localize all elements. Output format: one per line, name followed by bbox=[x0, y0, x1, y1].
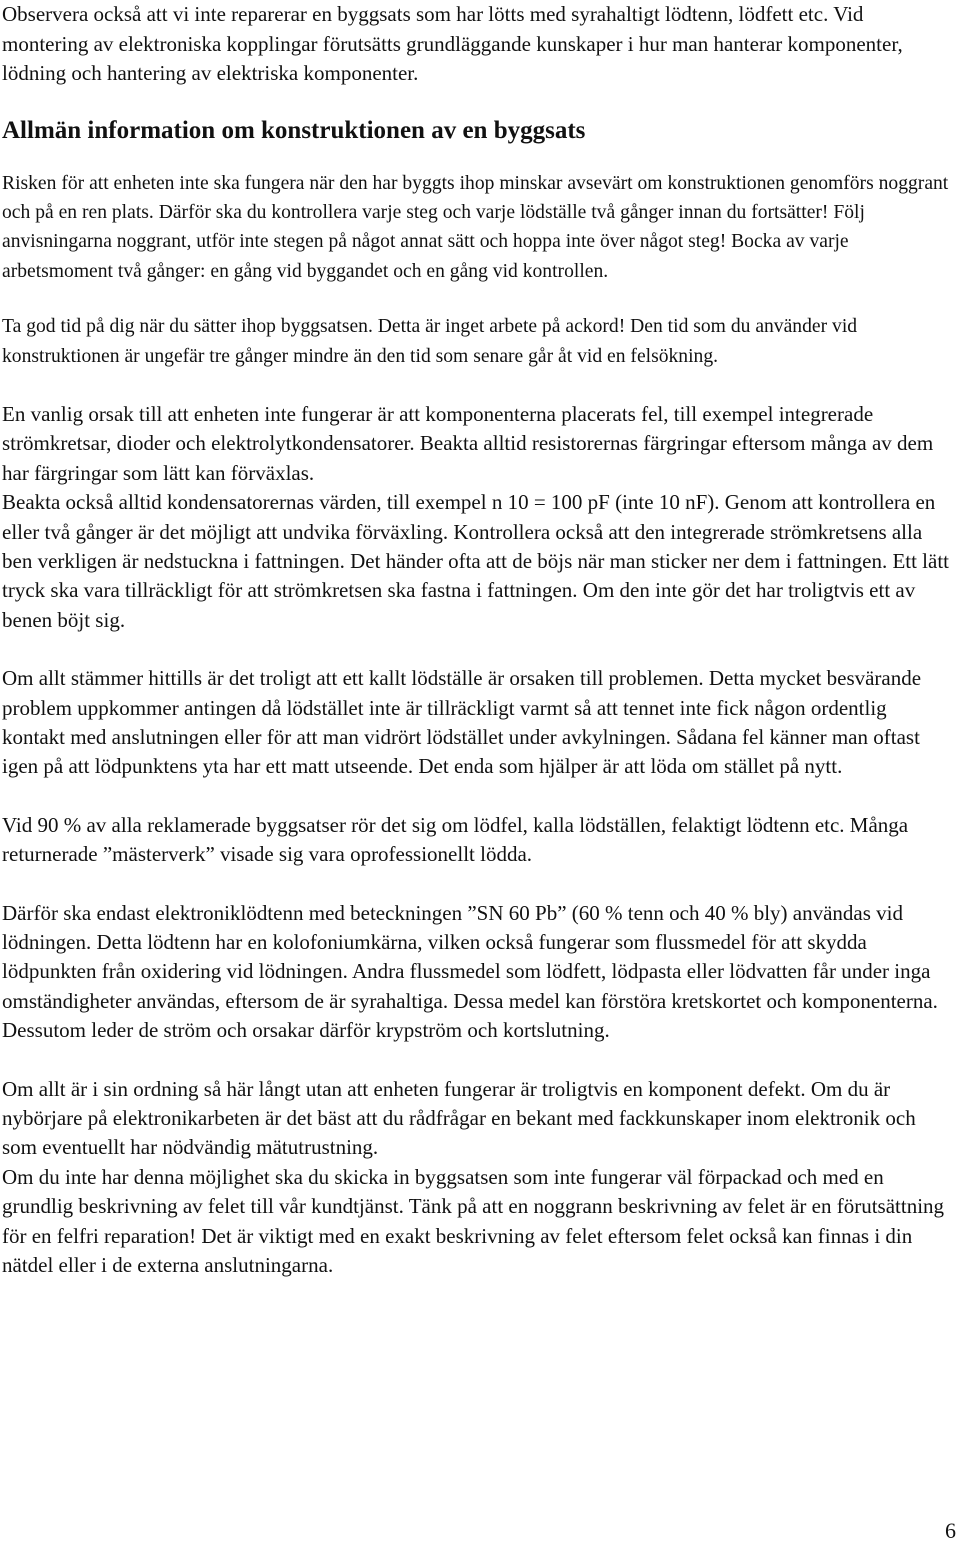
paragraph-returns: Vid 90 % av alla reklamerade byggsatser rör det sig om lödfel, kalla lödställen, felaktigt lödtenn etc. Många returnerade ”mästerverk” visade sig vara oprofessionellt lödda. bbox=[2, 812, 909, 867]
paragraph-cause: En vanlig orsak till att enheten inte fungerar är att komponenterna placerats fel, till exempel integrerade strömkretsar, dioder och elektrolytkondensatorer. Beakta alltid resistorernas färgringar eftersom många av dem har färgringar som lätt kan förväxlas. bbox=[2, 401, 934, 485]
paragraph-time: Ta god tid på dig när du sätter ihop byggsatsen. Detta är inget arbete på ackord! Den tid som du använder vid konstruktionen är ungefär tre gånger mindre än den tid som senare går åt vid en felsökning. bbox=[2, 316, 858, 367]
paragraph-capacitor: Beakta också alltid kondensatorernas värden, till exempel n 10 = 100 pF (inte 10 nF). Genom att kontrollera en eller två gånger är det möjligt att undvika förväxling. Kontrollera också att den integrerade strömkretsens alla ben verkligen är nedstuckna i fattningen. Det händer ofta att de böjs när man sticker ner dem i fattningen. Ett lätt tryck ska vara tillräckligt för att strömkretsen ska fastna i fattningen. Om den inte gör det har troligtvis ett av benen böjt sig. bbox=[2, 490, 950, 632]
paragraph-defect: Om allt är i sin ordning så här långt utan att enheten fungerar är troligtvis en komponent defekt. Om du är nybörjare på elektronikarbeten är det bäst att du rådfrågar en bekant med fackkunskaper inom elektronik och som eventuellt har nödvändig mätutrustning. bbox=[2, 1076, 916, 1160]
section-heading: Allmän information om konstruktionen av en byggsats bbox=[2, 116, 586, 144]
paragraph-cold-joint: Om allt stämmer hittills är det troligt att ett kallt lödställe är orsaken till problemen. Detta mycket besvärande problem uppkommer antingen då lödstället inte är tillräckligt varmt så att tennet inte fick någon ordentlig kontakt med anslutningen eller för att man vidrört lödstället under avkylningen. Sådana fel känner man oftast igen på att lödpunktens yta har ett matt utseende. Det enda som hjälper är att löda om stället på nytt. bbox=[2, 666, 922, 779]
paragraph-support: Om du inte har denna möjlighet ska du skicka in byggsatsen som inte fungerar väl förpackad och med en grundlig beskrivning av felet till vår kundtjänst. Tänk på att en noggrann beskrivning av felet är en förutsättning för en felfri reparation! Det är viktigt med en exakt beskrivning av felet eftersom felet också kan finnas i din nätdel eller i de externa anslutningarna. bbox=[2, 1164, 945, 1278]
paragraph-risk: Risken för att enheten inte ska fungera när den har byggts ihop minskar avsevärt om konstruktionen genomförs noggrant och på en ren plats. Därför ska du kontrollera varje steg och varje lödställe två gånger innan du fortsätter! Följ anvisningarna noggrant, utför inte stegen på något annat sätt och hoppa inte över något steg! Bocka av varje arbetsmoment två gånger: en gång vid byggandet och en gång vid kontrollen. bbox=[2, 172, 949, 282]
intro-paragraph: Observera också att vi inte reparerar en byggsats som har lötts med syrahaltigt lödtenn, lödfett etc. Vid montering av elektroniska kopplingar förutsätts grundläggande kunskaper i hur man hanterar komponenter, lödning och hantering av elektriska komponenter. bbox=[2, 2, 903, 85]
paragraph-solder: Därför ska endast elektroniklödtenn med beteckningen ”SN 60 Pb” (60 % tenn och 40 % bly) användas vid lödningen. Detta lödtenn har en kolofoniumkärna, vilken också fungerar som flussmedel för att skydda lödpunkten från oxidering vid lödningen. Andra flussmedel som lödfett, lödpasta eller lödvatten får under inga omständigheter användas, eftersom de är syrahaltiga. Dessa medel kan förstöra kretskortet och komponenterna. Dessutom leder de ström och orsakar därför krypström och kortslutning. bbox=[2, 900, 938, 1043]
page-number: 6 bbox=[945, 1518, 956, 1543]
